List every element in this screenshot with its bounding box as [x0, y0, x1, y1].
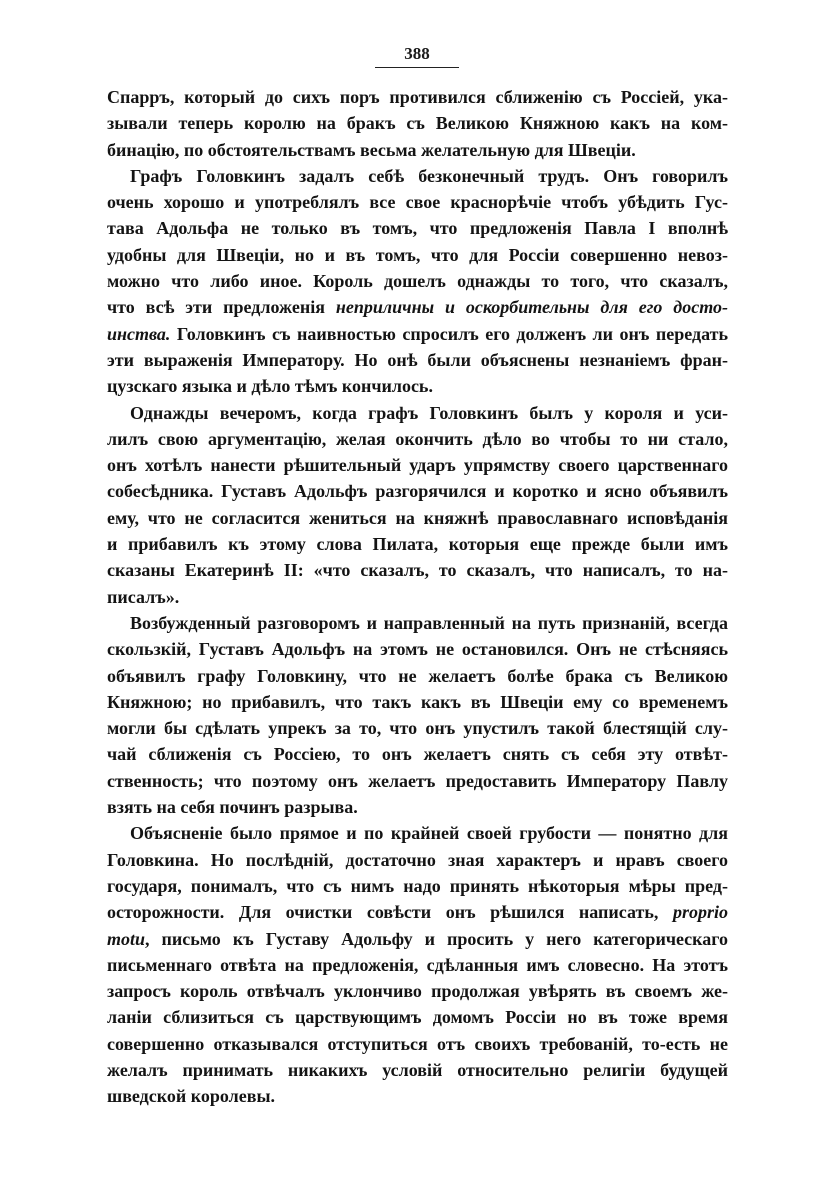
paragraph [107, 163, 728, 400]
text-run: можно что либо иное. Король дошелъ однажды то того, что сказалъ, [107, 271, 728, 292]
text-line [107, 1004, 728, 1030]
text-run: Головкинъ съ наивностью спросилъ его долженъ ли онъ передать [170, 323, 728, 344]
text-run: государя, понималъ, что съ нимъ надо принять нѣкоторыя мѣры пред- [107, 875, 728, 896]
italic-text: motu [107, 928, 146, 949]
text-line [107, 768, 728, 794]
text-line [107, 321, 728, 347]
text-run: и прибавилъ къ этому слова Пилата, которыя еще прежде были имъ [107, 534, 728, 555]
text-line [107, 899, 728, 925]
text-run: взять на себя починъ разрыва. [107, 797, 358, 818]
text-run: Объясненіе было прямое и по крайней своей грубости — понятно для [130, 823, 728, 844]
text-run: ему, что не согласится жениться на княжнѣ православнаго исповѣданія [107, 507, 728, 528]
text-run: могли бы сдѣлать упрекъ за то, что онъ упустилъ такой блестящій слу- [107, 718, 728, 739]
text-run: объявилъ графу Головкину, что не желаетъ болѣе брака съ Великою [107, 665, 728, 686]
text-line [107, 452, 728, 478]
text-line [107, 873, 728, 899]
page-number: 388 [375, 44, 459, 68]
text-line [107, 952, 728, 978]
text-line [107, 189, 728, 215]
text-run: зывали теперь королю на бракъ съ Великою Княжною какъ на ком- [107, 113, 728, 134]
text-line [107, 400, 728, 426]
text-line [107, 373, 728, 399]
text-run: Спарръ, который до сихъ поръ противился сближенію съ Россіей, ука- [107, 87, 728, 107]
text-line [107, 505, 728, 531]
text-run: что всѣ эти предложенія [107, 297, 336, 318]
text-run: сказаны Екатеринѣ II: «что сказалъ, то сказалъ, что написалъ, то на- [107, 560, 728, 581]
text-line [107, 478, 728, 504]
text-run: совершенно отказывался отступиться отъ своихъ требованій, то-есть не [107, 1033, 728, 1054]
text-run: ственность; что поэтому онъ желаетъ предоставить Императору Павлу [107, 770, 728, 791]
text-line [107, 978, 728, 1004]
text-run: скользкій, Густавъ Адольфъ на этомъ не остановился. Онъ не стѣсняясь [107, 639, 728, 660]
text-run: собесѣдника. Густавъ Адольфъ разгорячился и коротко и ясно объявилъ [107, 481, 728, 502]
text-line [107, 689, 728, 715]
text-line [107, 636, 728, 662]
text-line [107, 1083, 728, 1109]
text-line [107, 84, 728, 110]
text-line [107, 610, 728, 636]
text-line [107, 820, 728, 846]
paragraph [107, 820, 728, 1109]
text-run: ланіи сблизиться съ царствующимъ домомъ Россіи но въ тоже время [107, 1007, 728, 1028]
paragraph [107, 84, 728, 163]
text-run: Возбужденный разговоромъ и направленный на путь признаній, всегда [130, 612, 728, 633]
italic-text: неприличны и оскорбительны для его досто- [335, 297, 728, 318]
text-line [107, 715, 728, 741]
text-line [107, 794, 728, 820]
text-line [107, 294, 728, 320]
text-line [107, 137, 728, 163]
text-run: онъ хотѣлъ нанести рѣшительный ударъ упрямству своего царственнаго [107, 455, 728, 476]
text-run: , письмо къ Густаву Адольфу и просить у него категорическаго [145, 928, 728, 949]
text-line [107, 1057, 728, 1083]
text-run: запросъ король отвѣчалъ уклончиво продолжая увѣрять въ своемъ же- [107, 981, 728, 1002]
text-run: письменнаго отвѣта на предложенія, сдѣланныя имъ словесно. На этотъ [107, 954, 728, 975]
text-line [107, 110, 728, 136]
text-line [107, 215, 728, 241]
text-run: писалъ». [107, 586, 180, 607]
text-run: цузскаго языка и дѣло тѣмъ кончилось. [107, 376, 433, 397]
text-run: чай сближенія съ Россіею, то онъ желаетъ снять съ себя эту отвѣт- [107, 744, 728, 765]
text-run: желалъ принимать никакихъ условій относительно религіи будущей [107, 1059, 728, 1080]
text-line [107, 557, 728, 583]
text-line [107, 1031, 728, 1057]
italic-text: proprio [672, 902, 728, 923]
paragraph [107, 400, 728, 610]
text-line [107, 347, 728, 373]
text-run: тава Адольфа не только въ томъ, что предложенія Павла I вполнѣ [107, 218, 728, 239]
text-run: Княжною; но прибавилъ, что такъ какъ въ Швеціи ему со временемъ [107, 691, 728, 712]
italic-text: инства. [107, 323, 171, 344]
body-text [107, 84, 728, 1110]
text-line [107, 741, 728, 767]
text-run: удобны для Швеціи, но и въ томъ, что для Россіи совершенно невоз- [107, 244, 728, 265]
text-run: Однажды вечеромъ, когда графъ Головкинъ былъ у короля и уси- [130, 402, 728, 423]
text-run: Головкина. Но послѣдній, достаточно зная характеръ и нравъ своего [107, 849, 728, 870]
text-line [107, 926, 728, 952]
text-line [107, 426, 728, 452]
text-run: очень хорошо и употреблялъ все свое краснорѣчіе чтобъ убѣдить Гус- [107, 192, 728, 213]
text-line [107, 663, 728, 689]
paragraph [107, 610, 728, 820]
text-line [107, 847, 728, 873]
text-line [107, 242, 728, 268]
text-line [107, 531, 728, 557]
text-line [107, 584, 728, 610]
text-line [107, 163, 728, 189]
text-run: шведской королевы. [107, 1086, 276, 1107]
text-run: осторожности. Для очистки совѣсти онъ рѣшился написать, [107, 902, 673, 923]
text-run: эти выраженія Императору. Но онѣ были объяснены незнаніемъ фран- [107, 349, 728, 370]
text-line [107, 268, 728, 294]
text-run: бинацію, по обстоятельствамъ весьма желательную для Швеціи. [107, 139, 636, 160]
text-run: лилъ свою аргументацію, желая окончить дѣло во чтобы то ни стало, [107, 428, 728, 449]
text-run: Графъ Головкинъ задалъ себѣ безконечный трудъ. Онъ говорилъ [130, 165, 728, 186]
